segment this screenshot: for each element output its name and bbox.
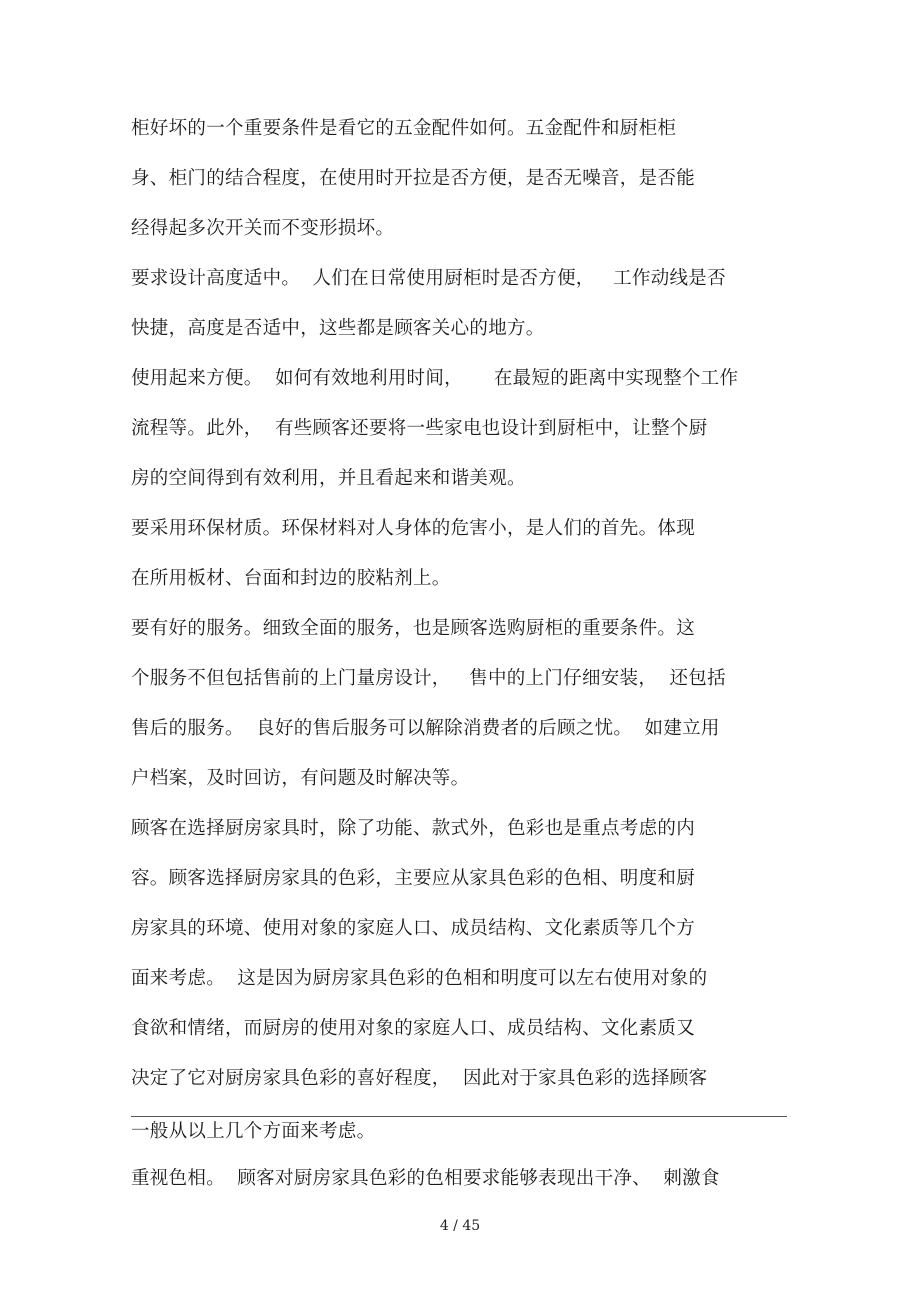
- text-line: 重视色相。 顾客对厨房家具色彩的色相要求能够表现出干净、 刺激食: [131, 1168, 720, 1189]
- text-line: 要采用环保材质。环保材料对人身体的危害小，是人们的首先。体现: [131, 518, 696, 539]
- text-line: 房的空间得到有效利用，并且看起来和谐美观。: [131, 468, 526, 489]
- text-line: 使用起来方便。 如何有效地利用时间， 在最短的距离中实现整个工作: [131, 368, 739, 389]
- text-line: 在所用板材、台面和封边的胶粘剂上。: [131, 568, 451, 589]
- text-line: 流程等。此外， 有些顾客还要将一些家电也设计到厨柜中，让整个厨: [131, 418, 708, 439]
- text-line: 顾客在选择厨房家具时，除了功能、款式外，色彩也是重点考虑的内: [131, 818, 696, 839]
- text-line: 经得起多次开关而不变形损坏。: [131, 218, 395, 239]
- text-line: 一般从以上几个方面来考虑。: [131, 1121, 376, 1142]
- text-line: 售后的服务。 良好的售后服务可以解除消费者的后顾之忧。 如建立用: [131, 718, 720, 739]
- text-line: 柜好坏的一个重要条件是看它的五金配件如何。五金配件和厨柜柜: [131, 118, 677, 139]
- text-line: 个服务不但包括售前的上门量房设计， 售中的上门仔细安装， 还包括: [131, 668, 726, 689]
- text-line: 要有好的服务。细致全面的服务，也是顾客选购厨柜的重要条件。这: [131, 618, 696, 639]
- footer-divider: [131, 1116, 787, 1117]
- page-number: 4 / 45: [439, 1218, 481, 1234]
- text-line: 房家具的环境、使用对象的家庭人口、成员结构、文化素质等几个方: [131, 918, 696, 939]
- text-line: 身、柜门的结合程度，在使用时开拉是否方便，是否无噪音，是否能: [131, 168, 696, 189]
- text-line: 决定了它对厨房家具色彩的喜好程度， 因此对于家具色彩的选择顾客: [131, 1068, 708, 1089]
- text-line: 面来考虑。 这是因为厨房家具色彩的色相和明度可以左右使用对象的: [131, 968, 708, 989]
- text-line: 食欲和情绪，而厨房的使用对象的家庭人口、成员结构、文化素质又: [131, 1018, 696, 1039]
- text-line: 容。顾客选择厨房家具的色彩，主要应从家具色彩的色相、明度和厨: [131, 868, 696, 889]
- text-line: 快捷，高度是否适中，这些都是顾客关心的地方。: [131, 318, 545, 339]
- text-line: 要求设计高度适中。 人们在日常使用厨柜时是否方便， 工作动线是否: [131, 268, 726, 289]
- text-line: 户档案，及时回访，有问题及时解决等。: [131, 768, 470, 789]
